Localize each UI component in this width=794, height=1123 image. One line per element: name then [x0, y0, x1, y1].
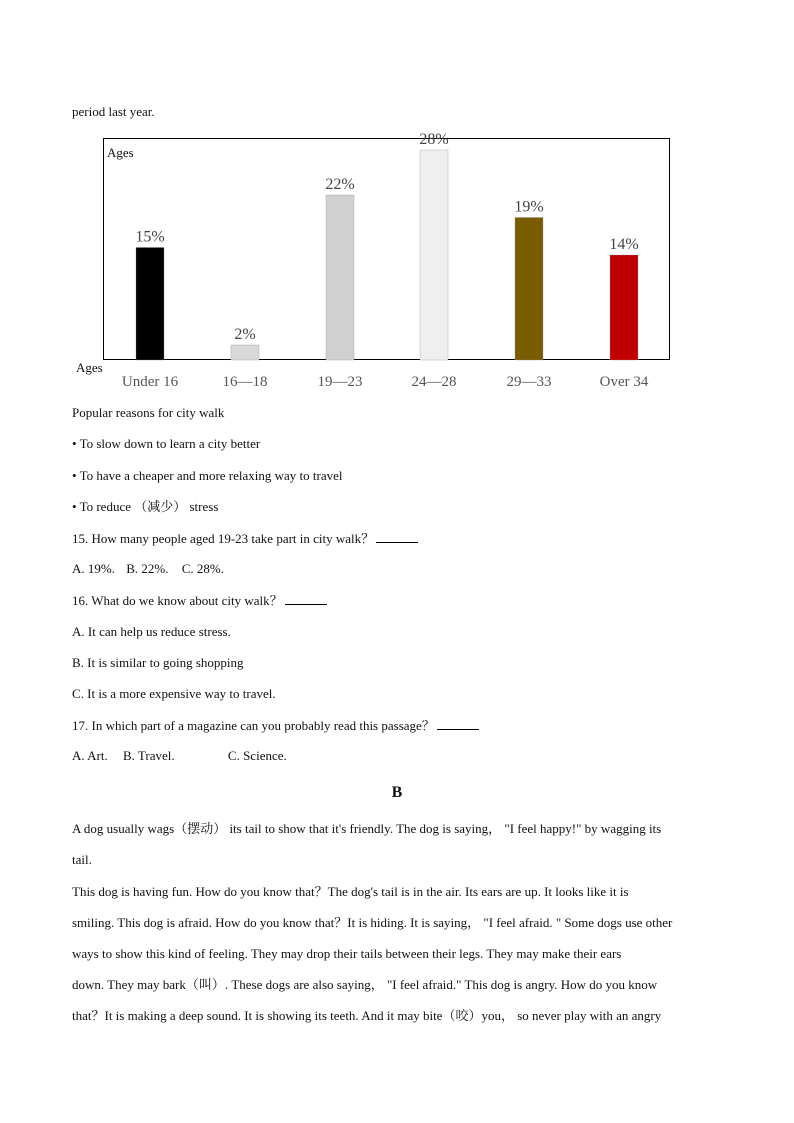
passage-line: A dog usually wags（摆动） its tail to show that it's friendly. The dog is saying， "I feel happy!" by wagging its — [72, 821, 662, 836]
bar — [515, 218, 543, 361]
passage-line: that？It is making a deep sound. It is showing its teeth. And it may bite（咬）you， so never play with an angry — [72, 1008, 662, 1023]
data-label: 22% — [325, 176, 355, 193]
bar-chart-svg — [0, 0, 794, 400]
question-stem: 16. What do we know about city walk？ — [72, 593, 283, 608]
x-tick-label: 19—23 — [317, 374, 363, 390]
data-label: 28% — [419, 131, 449, 148]
question-15 — [72, 530, 418, 547]
answer-blank[interactable] — [285, 592, 327, 605]
option-b[interactable]: B. 22%. — [126, 561, 169, 576]
data-label: 2% — [234, 326, 256, 343]
option-c[interactable]: C. It is a more expensive way to travel. — [72, 686, 276, 701]
question-17 — [72, 717, 479, 734]
option-a[interactable]: A. 19%. — [72, 561, 115, 576]
bar — [231, 345, 259, 360]
passage-line: smiling. This dog is afraid. How do you know that？It is hiding. It is saying， "I feel afraid. " Some dogs use other — [72, 915, 673, 930]
option-b[interactable]: B. Travel. — [123, 748, 175, 763]
option-a[interactable]: A. Art. — [72, 748, 108, 763]
data-label: 19% — [514, 198, 544, 216]
y-axis-label: Ages — [107, 145, 134, 160]
data-label: 15% — [135, 228, 165, 246]
passage-line: This dog is having fun. How do you know that？The dog's tail is in the air. Its ears are up. It looks like it is — [72, 884, 629, 899]
reason-item: • To have a cheaper and more relaxing way to travel — [72, 468, 343, 483]
option-a[interactable]: A. It can help us reduce stress. — [72, 624, 231, 639]
bar — [610, 255, 638, 360]
question-17-options — [72, 748, 287, 764]
x-tick-label: 24—28 — [411, 374, 457, 390]
answer-blank[interactable] — [437, 717, 479, 730]
passage-line: tail. — [72, 852, 92, 867]
x-tick-label: Over 34 — [599, 374, 649, 390]
question-stem: 15. How many people aged 19-23 take part in city walk？ — [72, 531, 375, 546]
reason-item: • To slow down to learn a city better — [72, 436, 261, 451]
passage-line: ways to show this kind of feeling. They may drop their tails between their legs. They may make their ears — [72, 946, 622, 961]
answer-blank[interactable] — [376, 530, 418, 543]
section-title: B — [391, 784, 403, 801]
reasons-heading: Popular reasons for city walk — [72, 405, 225, 420]
passage-line: down. They may bark（叫）. These dogs are also saying， "I feel afraid." This dog is angry. How do you know — [72, 977, 658, 992]
reason-item: • To reduce （减少） stress — [72, 499, 219, 514]
intro-text: period last year. — [72, 104, 155, 119]
x-tick-label: 16—18 — [222, 374, 268, 390]
bar — [420, 150, 448, 360]
x-axis-label: Ages — [76, 360, 103, 375]
option-c[interactable]: C. Science. — [227, 748, 287, 763]
bar — [136, 248, 164, 361]
question-15-options — [72, 561, 224, 577]
question-16 — [72, 592, 327, 609]
x-tick-label: Under 16 — [121, 374, 179, 390]
option-c[interactable]: C. 28%. — [181, 561, 224, 576]
data-label: 14% — [609, 236, 639, 253]
x-tick-label: 29—33 — [506, 374, 552, 390]
bar — [326, 195, 354, 360]
option-b[interactable]: B. It is similar to going shopping — [72, 655, 244, 670]
question-stem: 17. In which part of a magazine can you probably read this passage？ — [72, 718, 435, 733]
